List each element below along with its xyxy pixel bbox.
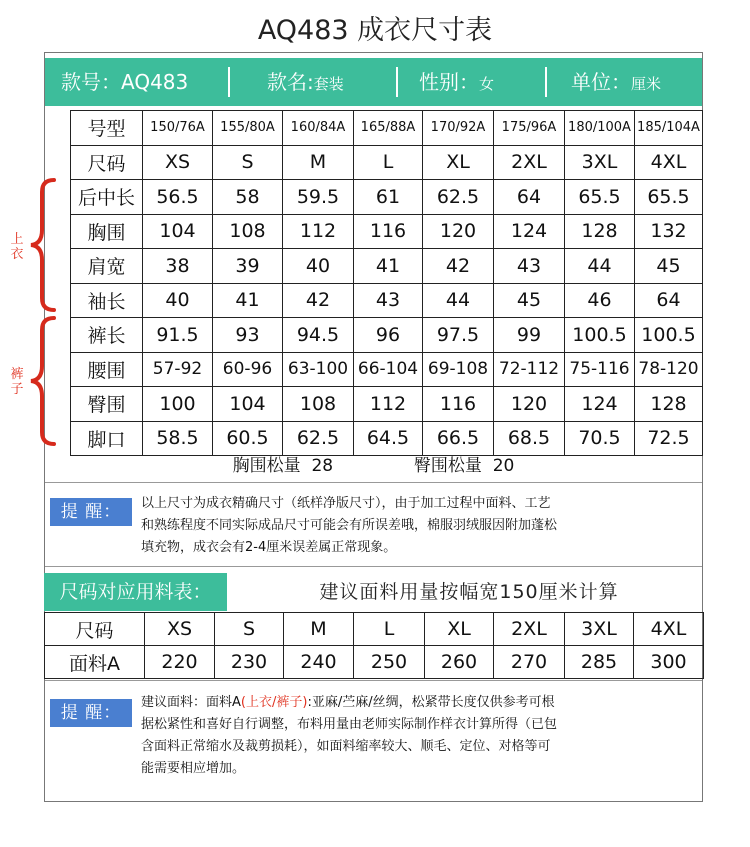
table-cell: 41 (213, 283, 283, 318)
top-brace-icon (28, 178, 58, 312)
tip-badge: 提 醒： (50, 699, 132, 727)
table-row (71, 180, 703, 215)
table-cell: XL (425, 613, 494, 646)
table-cell: 70.5 (565, 421, 635, 456)
gender: 性别：女 (419, 70, 495, 94)
tip-text: 建议面料：面料A(上衣/裤子):亚麻/苎麻/丝绸，松紧带长度仅供参考可根 据松紧性和喜好自行调整，布料用量由老师实际制作样衣计算所得（已包 含面料正常缩水及裁剪损耗），如面料缩率较大、顺毛、定位、对格等可 能需要相应增加。 (141, 695, 558, 776)
table-cell: 240 (284, 646, 354, 679)
table-cell: 230 (215, 646, 284, 679)
table-cell: 3XL (565, 613, 634, 646)
table-cell: 285 (565, 646, 634, 679)
header-divider (396, 67, 398, 97)
table-cell: 128 (565, 214, 635, 249)
table-cell: 39 (213, 249, 283, 284)
table-cell: 3XL (565, 145, 635, 180)
table-cell: 72.5 (635, 421, 703, 456)
table-cell: 46 (565, 283, 635, 318)
table-cell: 69-108 (423, 352, 494, 387)
table-cell: 112 (283, 214, 354, 249)
table-cell: 2XL (494, 613, 565, 646)
table-cell: 170/92A (423, 111, 494, 146)
table-cell: 116 (423, 387, 494, 422)
table-cell: 60.5 (213, 421, 283, 456)
table-row (71, 421, 703, 456)
table-cell: 160/84A (283, 111, 354, 146)
usage-note: 建议面料用量按幅宽150厘米计算 (319, 581, 619, 603)
table-cell: 124 (494, 214, 565, 249)
table-row (45, 646, 704, 679)
table-cell: 42 (283, 283, 354, 318)
table-cell: 300 (634, 646, 704, 679)
page-title: AQ483 成衣尺寸表 (257, 15, 493, 46)
table-cell: 220 (145, 646, 215, 679)
usage-table (44, 612, 704, 679)
table-cell: 58.5 (143, 421, 213, 456)
table-cell: 2XL (494, 145, 565, 180)
style-name: 款名:套装 (267, 70, 344, 94)
table-cell: 44 (423, 283, 494, 318)
table-cell: M (283, 145, 354, 180)
table-row (71, 283, 703, 318)
table-cell: 132 (635, 214, 703, 249)
divider (45, 482, 702, 483)
table-cell: 165/88A (354, 111, 423, 146)
table-cell: 93 (213, 318, 283, 353)
table-cell: 61 (354, 180, 423, 215)
table-cell: XS (143, 145, 213, 180)
table-cell: 180/100A (565, 111, 635, 146)
table-row (71, 318, 703, 353)
table-cell: 104 (143, 214, 213, 249)
table-cell: 59.5 (283, 180, 354, 215)
row-label: 胸围 (71, 214, 143, 249)
table-cell: 120 (423, 214, 494, 249)
table-cell: S (213, 145, 283, 180)
table-cell: 260 (425, 646, 494, 679)
size-table (70, 110, 703, 456)
table-cell: 42 (423, 249, 494, 284)
tip-badge: 提 醒： (50, 498, 132, 526)
table-cell: 91.5 (143, 318, 213, 353)
table-cell: 62.5 (283, 421, 354, 456)
side-label-top: 上衣 (10, 232, 24, 262)
table-cell: 75-116 (565, 352, 635, 387)
chest-ease-value: 28 (311, 456, 334, 476)
table-cell: 60-96 (213, 352, 283, 387)
hip-ease-label: 臀围松量 (413, 456, 482, 476)
hip-ease-value: 20 (492, 456, 515, 476)
table-cell: 43 (494, 249, 565, 284)
table-cell: XL (423, 145, 494, 180)
table-cell: 72-112 (494, 352, 565, 387)
table-cell: 68.5 (494, 421, 565, 456)
table-cell: 108 (213, 214, 283, 249)
ease-line (45, 453, 702, 479)
table-row (71, 145, 703, 180)
table-row (71, 111, 703, 146)
table-row (71, 214, 703, 249)
unit: 单位：厘米 (571, 70, 662, 94)
table-cell: 64 (635, 283, 703, 318)
table-cell: 104 (213, 387, 283, 422)
row-label: 裤长 (71, 318, 143, 353)
table-cell: 124 (565, 387, 635, 422)
chest-ease-label: 胸围松量 (232, 456, 301, 476)
table-cell: S (215, 613, 284, 646)
header-divider (228, 67, 230, 97)
table-cell: 270 (494, 646, 565, 679)
table-cell: M (284, 613, 354, 646)
table-cell: 112 (354, 387, 423, 422)
table-cell: 58 (213, 180, 283, 215)
table-cell: 38 (143, 249, 213, 284)
table-cell: 4XL (634, 613, 704, 646)
row-label: 腰围 (71, 352, 143, 387)
table-cell: 150/76A (143, 111, 213, 146)
table-cell: 66.5 (423, 421, 494, 456)
table-cell: 64.5 (354, 421, 423, 456)
table-cell: 64 (494, 180, 565, 215)
table-cell: 43 (354, 283, 423, 318)
bottom-brace-icon (28, 316, 58, 446)
table-cell: 94.5 (283, 318, 354, 353)
table-cell: 41 (354, 249, 423, 284)
side-label-bottom: 裤子 (10, 367, 24, 397)
table-cell: 4XL (635, 145, 703, 180)
row-label: 袖长 (71, 283, 143, 318)
row-label: 尺码 (45, 613, 145, 646)
table-cell: 78-120 (635, 352, 703, 387)
table-cell: 128 (635, 387, 703, 422)
table-cell: L (354, 613, 425, 646)
table-cell: 65.5 (565, 180, 635, 215)
table-cell: 108 (283, 387, 354, 422)
table-row (71, 387, 703, 422)
table-cell: XS (145, 613, 215, 646)
table-cell: 100 (143, 387, 213, 422)
table-cell: 40 (283, 249, 354, 284)
row-label: 号型 (71, 111, 143, 146)
divider (45, 566, 702, 567)
table-cell: 66-104 (354, 352, 423, 387)
table-cell: 100.5 (565, 318, 635, 353)
table-cell: 65.5 (635, 180, 703, 215)
table-row (71, 352, 703, 387)
table-cell: 62.5 (423, 180, 494, 215)
row-label: 臀围 (71, 387, 143, 422)
row-label: 脚口 (71, 421, 143, 456)
table-cell: 99 (494, 318, 565, 353)
table-cell: 96 (354, 318, 423, 353)
table-cell: 44 (565, 249, 635, 284)
table-cell: 185/104A (635, 111, 703, 146)
row-label: 肩宽 (71, 249, 143, 284)
table-cell: 40 (143, 283, 213, 318)
header-divider (545, 67, 547, 97)
table-cell: 57-92 (143, 352, 213, 387)
table-row (71, 249, 703, 284)
divider (45, 680, 702, 681)
table-cell: 155/80A (213, 111, 283, 146)
table-cell: 175/96A (494, 111, 565, 146)
row-label: 后中长 (71, 180, 143, 215)
usage-title: 尺码对应用料表： (44, 573, 227, 611)
table-cell: 120 (494, 387, 565, 422)
table-cell: L (354, 145, 423, 180)
table-cell: 45 (635, 249, 703, 284)
table-cell: 250 (354, 646, 425, 679)
table-cell: 63-100 (283, 352, 354, 387)
style-no: 款号：AQ483 (61, 70, 189, 94)
tip-text: 以上尺寸为成衣精确尺寸（纸样净版尺寸），由于加工过程中面料、工艺 和熟练程度不同实际成品尺寸可能会有所误差哦，棉服羽绒服因附加蓬松 填充物，成衣会有2-4厘米误差属正常现象。 (141, 496, 558, 555)
header-bar (45, 58, 702, 106)
table-cell: 100.5 (635, 318, 703, 353)
table-cell: 45 (494, 283, 565, 318)
row-label: 面料A (45, 646, 145, 679)
table-cell: 56.5 (143, 180, 213, 215)
row-label: 尺码 (71, 145, 143, 180)
table-cell: 97.5 (423, 318, 494, 353)
table-row (45, 613, 704, 646)
table-cell: 116 (354, 214, 423, 249)
